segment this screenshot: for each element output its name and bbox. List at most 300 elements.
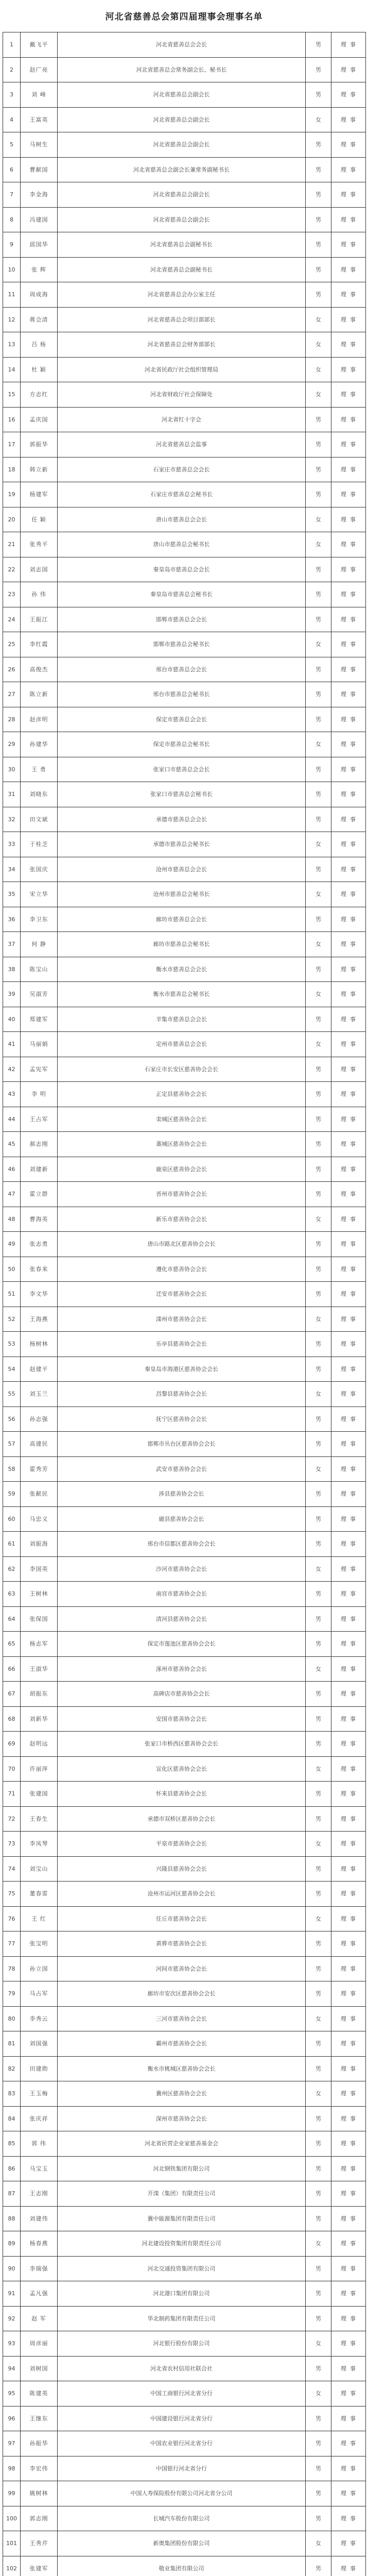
member-gender: 男 <box>306 957 331 982</box>
member-name: 董春雷 <box>21 1882 58 1907</box>
row-number: 15 <box>3 382 21 408</box>
row-number: 46 <box>3 1157 21 1182</box>
member-name: 何 静 <box>21 932 58 957</box>
table-row <box>3 682 366 707</box>
table-row <box>3 2081 366 2107</box>
row-number: 74 <box>3 1856 21 1882</box>
member-gender: 男 <box>306 182 331 208</box>
row-number: 79 <box>3 1981 21 2007</box>
member-gender: 女 <box>306 2231 331 2257</box>
member-gender: 女 <box>306 2381 331 2406</box>
member-gender: 男 <box>306 1682 331 1707</box>
row-number: 34 <box>3 857 21 882</box>
member-gender: 男 <box>306 857 331 882</box>
member-unit: 长城汽车股份有限公司 <box>58 2506 306 2531</box>
member-role: 理事 <box>331 582 366 607</box>
table-row <box>3 132 366 158</box>
row-number: 30 <box>3 757 21 782</box>
member-gender: 男 <box>306 2431 331 2456</box>
member-gender: 女 <box>306 2531 331 2556</box>
table-row <box>3 2456 366 2481</box>
member-role: 理事 <box>331 1606 366 1632</box>
member-unit: 廊坊市慈善总会会长 <box>58 907 306 932</box>
member-unit: 河北省民营企业家慈善基金会 <box>58 2131 306 2157</box>
member-unit: 河北省慈善总会副会长 <box>58 107 306 132</box>
row-number: 1 <box>3 32 21 58</box>
member-unit: 冀中能源集团有限责任公司 <box>58 2206 306 2231</box>
member-unit: 新奥集团股份有限公司 <box>58 2531 306 2556</box>
member-name: 张保国 <box>21 1606 58 1632</box>
member-role: 理事 <box>331 1332 366 1357</box>
table-row <box>3 357 366 382</box>
member-name: 孙振华 <box>21 2431 58 2456</box>
table-row <box>3 932 366 957</box>
row-number: 29 <box>3 732 21 757</box>
member-role: 理事 <box>331 1456 366 1482</box>
member-unit: 河北省慈善总会副秘书长 <box>58 257 306 282</box>
member-role: 理事 <box>331 1906 366 1931</box>
row-number: 14 <box>3 357 21 382</box>
member-role: 理事 <box>331 1732 366 1757</box>
member-name: 高建民 <box>21 1432 58 1457</box>
table-row <box>3 2381 366 2406</box>
member-role: 理事 <box>331 932 366 957</box>
member-name: 孙志强 <box>21 1406 58 1432</box>
member-unit: 衡水市慈善总会秘书长 <box>58 982 306 1007</box>
table-row <box>3 2556 366 2576</box>
member-gender: 男 <box>306 1506 331 1532</box>
table-row <box>3 532 366 557</box>
member-unit: 保定市莲池区慈善协会会长 <box>58 1632 306 1657</box>
member-role: 理事 <box>331 1432 366 1457</box>
member-unit: 霸州市慈善协会会长 <box>58 2031 306 2057</box>
member-unit: 怀来县慈善协会会长 <box>58 1782 306 1807</box>
page-title: 河北省慈善总会第四届理事会理事名单 <box>105 12 263 22</box>
member-unit: 河北省慈善总会会长 <box>58 32 306 58</box>
row-number: 3 <box>3 82 21 108</box>
row-number: 21 <box>3 532 21 557</box>
table-row <box>3 1556 366 1582</box>
member-gender: 男 <box>306 1981 331 2007</box>
member-role: 理事 <box>331 232 366 258</box>
row-number: 60 <box>3 1506 21 1532</box>
member-role: 理事 <box>331 2381 366 2406</box>
table-row <box>3 1057 366 1082</box>
member-unit: 冀州区慈善协会会长 <box>58 2081 306 2107</box>
member-role: 理事 <box>331 1406 366 1432</box>
row-number: 78 <box>3 1956 21 1981</box>
member-unit: 遵化市慈善协会会长 <box>58 1257 306 1282</box>
member-role: 理事 <box>331 2481 366 2506</box>
member-name: 马忠义 <box>21 1506 58 1532</box>
table-row <box>3 782 366 807</box>
table-row <box>3 1931 366 1957</box>
member-name: 张国庆 <box>21 857 58 882</box>
table-row <box>3 2131 366 2157</box>
row-number: 89 <box>3 2231 21 2257</box>
member-role: 理事 <box>331 2181 366 2207</box>
member-gender: 男 <box>306 907 331 932</box>
member-role: 理事 <box>331 432 366 457</box>
table-row <box>3 1656 366 1682</box>
table-row <box>3 307 366 332</box>
member-unit: 河北交通投资集团有限公司 <box>58 2256 306 2281</box>
member-unit: 承德市双桥区慈善协会会长 <box>58 1806 306 1832</box>
member-name: 吕 杨 <box>21 332 58 358</box>
member-gender: 男 <box>306 1732 331 1757</box>
member-unit: 新乐市慈善协会会长 <box>58 1207 306 1232</box>
member-name: 胡振东 <box>21 1682 58 1707</box>
member-gender: 女 <box>306 382 331 408</box>
table-row <box>3 1332 366 1357</box>
member-name: 于桂芝 <box>21 832 58 857</box>
member-unit: 河北省红十字会 <box>58 407 306 432</box>
row-number: 22 <box>3 557 21 582</box>
member-gender: 女 <box>306 307 331 332</box>
member-unit: 河北省慈善总会副会长 <box>58 207 306 232</box>
table-row <box>3 707 366 732</box>
member-gender: 男 <box>306 1856 331 1882</box>
member-role: 理事 <box>331 1382 366 1407</box>
member-role: 理事 <box>331 707 366 732</box>
member-unit: 抚宁区慈善协会会长 <box>58 1406 306 1432</box>
row-number: 42 <box>3 1057 21 1082</box>
table-row <box>3 157 366 182</box>
member-role: 理事 <box>331 1706 366 1732</box>
table-row <box>3 457 366 482</box>
member-unit: 秦皇岛市慈善总会秘书长 <box>58 582 306 607</box>
table-row <box>3 2156 366 2181</box>
row-number: 94 <box>3 2356 21 2381</box>
member-role: 理事 <box>331 1832 366 1857</box>
member-unit: 迁安市慈善协会会长 <box>58 1282 306 1307</box>
member-name: 王秀芹 <box>21 2531 58 2556</box>
table-row <box>3 1456 366 1482</box>
member-gender: 男 <box>306 1956 331 1981</box>
table-row <box>3 2181 366 2207</box>
member-gender: 男 <box>306 2481 331 2506</box>
member-unit: 河北省慈善总会项目部部长 <box>58 307 306 332</box>
table-row <box>3 757 366 782</box>
row-number: 55 <box>3 1382 21 1407</box>
row-number: 33 <box>3 832 21 857</box>
row-number: 36 <box>3 907 21 932</box>
member-name: 刘志国 <box>21 557 58 582</box>
member-role: 理事 <box>331 2056 366 2081</box>
member-unit: 河北银行股份有限公司 <box>58 2331 306 2357</box>
member-unit: 邢台市慈善总会会长 <box>58 657 306 682</box>
member-role: 理事 <box>331 1182 366 1207</box>
member-gender: 女 <box>306 107 331 132</box>
table-row <box>3 2031 366 2057</box>
member-table-body <box>3 32 366 2576</box>
member-unit: 中国银行河北省分行 <box>58 2456 306 2481</box>
member-unit: 沧州市运河区慈善协会会长 <box>58 1882 306 1907</box>
member-gender: 男 <box>306 1882 331 1907</box>
member-unit: 河北省慈善总会副会长兼常务副秘书长 <box>58 157 306 182</box>
member-name: 李秀云 <box>21 2006 58 2031</box>
table-row <box>3 907 366 932</box>
member-name: 宋立华 <box>21 882 58 907</box>
member-name: 王占军 <box>21 1107 58 1132</box>
table-row <box>3 1582 366 1607</box>
row-number: 61 <box>3 1532 21 1557</box>
row-number: 69 <box>3 1732 21 1757</box>
member-name: 李瑞强 <box>21 2256 58 2281</box>
member-gender: 女 <box>306 1832 331 1857</box>
member-gender: 男 <box>306 207 331 232</box>
member-name: 王海燕 <box>21 1307 58 1332</box>
row-number: 87 <box>3 2181 21 2207</box>
member-unit: 唐山市路北区慈善协会会长 <box>58 1232 306 1257</box>
member-gender: 男 <box>306 1057 331 1082</box>
row-number: 7 <box>3 182 21 208</box>
member-name: 高俊杰 <box>21 657 58 682</box>
table-row <box>3 2481 366 2506</box>
member-gender: 女 <box>306 882 331 907</box>
member-unit: 邯郸市丛台区慈善协会会长 <box>58 1432 306 1457</box>
member-unit: 中国人寿保险股份有限公司河北省分公司 <box>58 2481 306 2506</box>
member-name: 陈宝山 <box>21 957 58 982</box>
member-unit: 河北建设投资集团有限责任公司 <box>58 2231 306 2257</box>
member-gender: 男 <box>306 1007 331 1032</box>
member-gender: 男 <box>306 557 331 582</box>
member-unit: 承德市慈善总会秘书长 <box>58 832 306 857</box>
table-row <box>3 82 366 108</box>
table-row <box>3 2006 366 2031</box>
member-name: 杨树林 <box>21 1332 58 1357</box>
row-number: 31 <box>3 782 21 807</box>
table-row <box>3 882 366 907</box>
member-name: 杨志军 <box>21 1632 58 1657</box>
member-name: 张建军 <box>21 2556 58 2576</box>
member-unit: 中国农业银行河北省分行 <box>58 2431 306 2456</box>
member-gender: 男 <box>306 282 331 308</box>
member-gender: 男 <box>306 2181 331 2207</box>
member-unit: 华北制药集团有限责任公司 <box>58 2306 306 2331</box>
member-unit: 河北省慈善总会财务部部长 <box>58 332 306 358</box>
member-name: 刘国强 <box>21 2031 58 2057</box>
member-role: 理事 <box>331 557 366 582</box>
table-row <box>3 1506 366 1532</box>
row-number: 96 <box>3 2406 21 2431</box>
member-unit: 邯郸市慈善总会秘书长 <box>58 632 306 657</box>
member-gender: 男 <box>306 2206 331 2231</box>
member-unit: 沧州市慈善总会会长 <box>58 857 306 882</box>
table-row <box>3 982 366 1007</box>
table-row <box>3 1182 366 1207</box>
member-name: 郑建军 <box>21 1007 58 1032</box>
member-unit: 三河市慈善协会会长 <box>58 2006 306 2031</box>
table-row <box>3 232 366 258</box>
member-gender: 男 <box>306 707 331 732</box>
table-row <box>3 832 366 857</box>
member-role: 理事 <box>331 607 366 632</box>
table-row <box>3 1482 366 1507</box>
member-gender: 男 <box>306 2106 331 2131</box>
member-unit: 河北省农村信用社联合社 <box>58 2356 306 2381</box>
member-role: 理事 <box>331 32 366 58</box>
member-name: 郭 伟 <box>21 2131 58 2157</box>
member-role: 理事 <box>331 1007 366 1032</box>
member-name: 马宝玉 <box>21 2156 58 2181</box>
member-name: 刘玉兰 <box>21 1382 58 1407</box>
member-gender: 男 <box>306 2031 331 2057</box>
member-name: 刘树国 <box>21 2356 58 2381</box>
member-unit: 河北省慈善总会副秘书长 <box>58 232 306 258</box>
row-number: 102 <box>3 2556 21 2576</box>
table-row <box>3 207 366 232</box>
member-name: 刘宝山 <box>21 1856 58 1882</box>
row-number: 99 <box>3 2481 21 2506</box>
member-gender: 女 <box>306 2081 331 2107</box>
member-gender: 男 <box>306 82 331 108</box>
member-gender: 女 <box>306 2331 331 2357</box>
member-name: 马丽娟 <box>21 1032 58 1057</box>
table-row <box>3 607 366 632</box>
member-name: 刘建伟 <box>21 2206 58 2231</box>
member-gender: 女 <box>306 1207 331 1232</box>
member-name: 姚树林 <box>21 2481 58 2506</box>
row-number: 101 <box>3 2531 21 2556</box>
member-role: 理事 <box>331 2331 366 2357</box>
member-unit: 邯郸市慈善总会会长 <box>58 607 306 632</box>
member-role: 理事 <box>331 332 366 358</box>
member-role: 理事 <box>331 107 366 132</box>
member-name: 王树林 <box>21 1582 58 1607</box>
member-name: 孙建华 <box>21 732 58 757</box>
member-name: 周成海 <box>21 282 58 308</box>
member-unit: 河北省慈善总会副会长 <box>58 82 306 108</box>
member-name: 田文斌 <box>21 807 58 832</box>
member-role: 理事 <box>331 1931 366 1957</box>
table-row <box>3 482 366 507</box>
member-unit: 河北省慈善总会副会长 <box>58 182 306 208</box>
member-name: 李红霞 <box>21 632 58 657</box>
member-gender: 女 <box>306 982 331 1007</box>
row-number: 9 <box>3 232 21 258</box>
table-row <box>3 332 366 358</box>
member-role: 理事 <box>331 2356 366 2381</box>
member-role: 理事 <box>331 532 366 557</box>
member-gender: 男 <box>306 1532 331 1557</box>
member-name: 李文华 <box>21 1282 58 1307</box>
row-number: 47 <box>3 1182 21 1207</box>
member-role: 理事 <box>331 2456 366 2481</box>
member-name: 张秀平 <box>21 532 58 557</box>
member-unit: 河北钢铁集团有限公司 <box>58 2156 306 2181</box>
member-name: 赵彦明 <box>21 707 58 732</box>
row-number: 57 <box>3 1432 21 1457</box>
member-gender: 女 <box>306 932 331 957</box>
member-role: 理事 <box>331 1632 366 1657</box>
table-row <box>3 1107 366 1132</box>
member-role: 理事 <box>331 632 366 657</box>
member-gender: 男 <box>306 1107 331 1132</box>
member-gender: 男 <box>306 1632 331 1657</box>
member-role: 理事 <box>331 2131 366 2157</box>
member-role: 理事 <box>331 1532 366 1557</box>
member-gender: 女 <box>306 1456 331 1482</box>
member-gender: 男 <box>306 407 331 432</box>
member-unit: 辛集市慈善总会会长 <box>58 1007 306 1032</box>
row-number: 13 <box>3 332 21 358</box>
member-gender: 女 <box>306 357 331 382</box>
member-unit: 定州市慈善总会会长 <box>58 1032 306 1057</box>
member-role: 理事 <box>331 482 366 507</box>
member-role: 理事 <box>331 1582 366 1607</box>
member-gender: 男 <box>306 457 331 482</box>
member-role: 理事 <box>331 1207 366 1232</box>
member-gender: 男 <box>306 482 331 507</box>
table-row <box>3 2206 366 2231</box>
row-number: 6 <box>3 157 21 182</box>
row-number: 97 <box>3 2431 21 2456</box>
member-table <box>3 32 366 2576</box>
member-name: 郝志刚 <box>21 1132 58 1157</box>
member-gender: 男 <box>306 1232 331 1257</box>
row-number: 83 <box>3 2081 21 2107</box>
row-number: 82 <box>3 2056 21 2081</box>
row-number: 59 <box>3 1482 21 1507</box>
member-name: 刘新华 <box>21 1706 58 1732</box>
member-gender: 男 <box>306 2406 331 2431</box>
table-row <box>3 2231 366 2257</box>
member-role: 理事 <box>331 2231 366 2257</box>
member-role: 理事 <box>331 2081 366 2107</box>
table-row <box>3 32 366 58</box>
member-unit: 河北省民政厅社会组织管理局 <box>58 357 306 382</box>
member-gender: 男 <box>306 2131 331 2157</box>
row-number: 44 <box>3 1107 21 1132</box>
table-row <box>3 2506 366 2531</box>
member-role: 理事 <box>331 1806 366 1832</box>
member-gender: 女 <box>306 1656 331 1682</box>
member-gender: 男 <box>306 2456 331 2481</box>
member-role: 理事 <box>331 1782 366 1807</box>
row-number: 24 <box>3 607 21 632</box>
member-role: 理事 <box>331 1956 366 1981</box>
member-role: 理事 <box>331 2106 366 2131</box>
member-gender: 男 <box>306 1406 331 1432</box>
table-row <box>3 1232 366 1257</box>
table-row <box>3 1257 366 1282</box>
row-number: 66 <box>3 1656 21 1682</box>
row-number: 63 <box>3 1582 21 1607</box>
member-name: 李卫东 <box>21 907 58 932</box>
table-row <box>3 2056 366 2081</box>
member-name: 赵 军 <box>21 2306 58 2331</box>
member-role: 理事 <box>331 732 366 757</box>
table-row <box>3 57 366 82</box>
row-number: 95 <box>3 2381 21 2406</box>
member-gender: 女 <box>306 1756 331 1782</box>
member-unit: 鹿泉区慈善协会会长 <box>58 1157 306 1182</box>
member-unit: 河北省慈善总会监事 <box>58 432 306 457</box>
member-role: 理事 <box>331 1257 366 1282</box>
row-number: 40 <box>3 1007 21 1032</box>
member-unit: 河北省慈善总会副会长 <box>58 132 306 158</box>
member-name: 张宝明 <box>21 1931 58 1957</box>
table-row <box>3 632 366 657</box>
member-unit: 藁城区慈善协会会长 <box>58 1132 306 1157</box>
row-number: 70 <box>3 1756 21 1782</box>
member-role: 理事 <box>331 2406 366 2431</box>
member-name: 王淑华 <box>21 1656 58 1682</box>
member-unit: 石家庄市慈善总会会长 <box>58 457 306 482</box>
member-gender: 男 <box>306 582 331 607</box>
member-gender: 女 <box>306 832 331 857</box>
